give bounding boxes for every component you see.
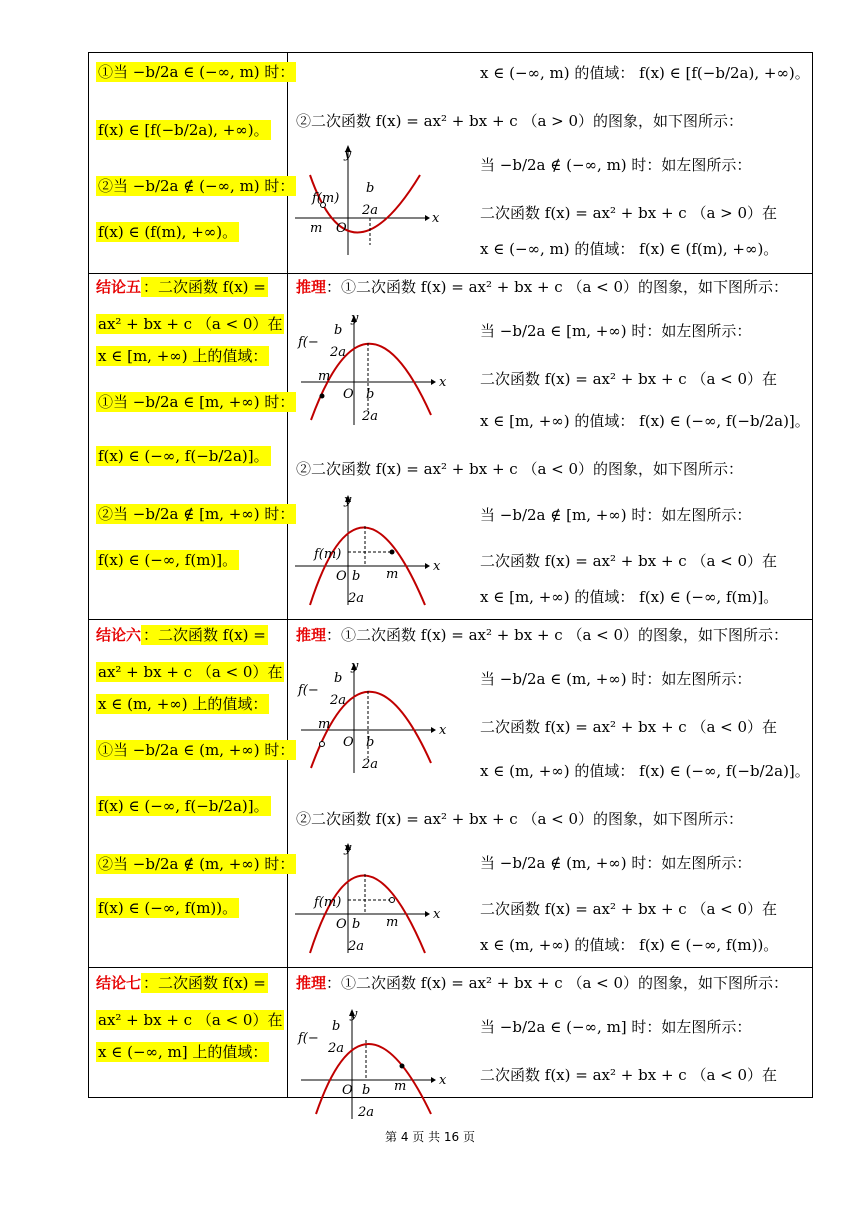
cond-6-right-0: 推理：①二次函数 f(x) = ax² + bx + c （a < 0）的图象，如下图所示： xyxy=(296,626,789,644)
m-label: m xyxy=(318,717,331,732)
cond-7-right-0: 推理：①二次函数 f(x) = ax² + bx + c （a < 0）的图象，如下图所示： xyxy=(296,974,789,992)
origin-label: O xyxy=(336,569,347,584)
cond-5-left-0: ：二次函数 f(x) = xyxy=(143,278,266,296)
m-label: m xyxy=(386,567,399,582)
cond-6-reasoning: 推理 xyxy=(296,626,327,644)
two-a-label: 2a xyxy=(348,939,365,954)
cond-4-right-fn: 二次函数 f(x) = ax² + bx + c （a > 0）在 xyxy=(480,204,778,222)
cond-6-left-0: ：二次函数 f(x) = xyxy=(143,626,266,644)
b-label: b xyxy=(366,387,375,402)
cond-7-title: 结论七 xyxy=(96,974,142,992)
cond-4-case1-left: ①当 −b/2a ∈ (−∞, m) 时： xyxy=(98,63,295,81)
cond-7-right-2: 二次函数 f(x) = ax² + bx + c （a < 0）在 xyxy=(480,1066,778,1084)
x-axis-arrow xyxy=(431,379,436,385)
cond-4-result1-left: f(x) ∈ [f(−b/2a), +∞)。 xyxy=(98,121,269,139)
cond-5-right-6: 二次函数 f(x) = ax² + bx + c （a < 0）在 xyxy=(480,552,778,570)
x-label: x xyxy=(439,1073,447,1088)
x-axis-arrow xyxy=(431,727,436,733)
cond-6-left-3: ①当 −b/2a ∈ (m, +∞) 时： xyxy=(98,741,295,759)
origin-label: O xyxy=(342,1083,353,1098)
point-m xyxy=(400,1064,405,1069)
cond-5-left-2: x ∈ [m, +∞) 上的值域： xyxy=(98,347,268,365)
cond-5-left-1: ax² + bx + c （a < 0）在 xyxy=(98,315,283,333)
graph-6a xyxy=(296,658,466,778)
cond-6-title: 结论六 xyxy=(96,626,142,644)
cond-6-right-5: 当 −b/2a ∉ (m, +∞) 时：如左图所示： xyxy=(480,854,752,872)
f-vertex-label: f(− xyxy=(298,683,319,698)
cond-6-left-1: ax² + bx + c （a < 0）在 xyxy=(98,663,283,681)
two-a-label-top: 2a xyxy=(328,1041,345,1056)
column-divider xyxy=(287,53,288,1097)
f-vertex-label: f(− xyxy=(298,1031,319,1046)
x-axis-arrow xyxy=(425,911,430,917)
y-label: y xyxy=(344,147,352,162)
m-label: m xyxy=(394,1079,407,1094)
point-m xyxy=(320,394,325,399)
cond-5-right-7: x ∈ [m, +∞) 的值域： f(x) ∈ (−∞, f(m)]。 xyxy=(480,588,779,606)
cond-4-right-range1: x ∈ (−∞, m) 的值域： f(x) ∈ [f(−b/2a), +∞)。 xyxy=(480,64,810,82)
two-a-label-top: 2a xyxy=(330,345,347,360)
m-label: m xyxy=(386,915,399,930)
graph-7a xyxy=(296,1004,466,1124)
cond-4-right-case2-intro: ②二次函数 f(x) = ax² + bx + c （a > 0）的图象，如下图所示： xyxy=(296,112,744,130)
x-label: x xyxy=(433,907,441,922)
y-label: y xyxy=(350,1007,358,1022)
f-vertex-label: f(− xyxy=(298,335,319,350)
b-label-top: b xyxy=(334,323,343,338)
x-label: x xyxy=(439,375,447,390)
graph-5a xyxy=(296,310,466,430)
f-m-label: f(m) xyxy=(314,547,342,562)
cond-5-right-5: 当 −b/2a ∉ [m, +∞) 时：如左图所示： xyxy=(480,506,752,524)
m-label: m xyxy=(310,221,323,236)
cond-7-left-2: x ∈ (−∞, m] 上的值域： xyxy=(98,1043,268,1061)
two-a-label: 2a xyxy=(362,757,379,772)
two-a-label: 2a xyxy=(348,591,365,606)
two-a-label: 2a xyxy=(362,409,379,424)
cond-6-left-4: f(x) ∈ (−∞, f(−b/2a)]。 xyxy=(98,797,269,815)
y-label: y xyxy=(344,493,352,508)
b-label: b xyxy=(366,181,375,196)
x-label: x xyxy=(439,723,447,738)
y-label: y xyxy=(344,841,352,856)
cond-5-title: 结论五 xyxy=(96,278,142,296)
cond-4-result2-left: f(x) ∈ (f(m), +∞)。 xyxy=(98,223,238,241)
cond-7-reasoning: 推理 xyxy=(296,974,327,992)
origin-label: O xyxy=(343,387,354,402)
x-axis-arrow xyxy=(425,215,430,221)
cond-5-reasoning: 推理 xyxy=(296,278,327,296)
y-label: y xyxy=(351,659,359,674)
cond-6-right-6: 二次函数 f(x) = ax² + bx + c （a < 0）在 xyxy=(480,900,778,918)
cond-6-right-3: x ∈ (m, +∞) 的值域： f(x) ∈ (−∞, f(−b/2a)]。 xyxy=(480,762,810,780)
cond-5-left-3: ①当 −b/2a ∈ [m, +∞) 时： xyxy=(98,393,295,411)
cond-6-right-4: ②二次函数 f(x) = ax² + bx + c （a < 0）的图象，如下图所示： xyxy=(296,810,744,828)
x-axis-arrow xyxy=(425,563,430,569)
cond-6-right-7: x ∈ (m, +∞) 的值域： f(x) ∈ (−∞, f(m))。 xyxy=(480,936,779,954)
cond-7-left-1: ax² + bx + c （a < 0）在 xyxy=(98,1011,283,1029)
cond-6-right-2: 二次函数 f(x) = ax² + bx + c （a < 0）在 xyxy=(480,718,778,736)
graph-5b xyxy=(290,490,460,610)
x-axis-arrow xyxy=(431,1077,436,1083)
cond-5-left-4: f(x) ∈ (−∞, f(−b/2a)]。 xyxy=(98,447,269,465)
two-a-label: 2a xyxy=(362,203,379,218)
point-m xyxy=(390,898,395,903)
cond-6-left-5: ②当 −b/2a ∉ (m, +∞) 时： xyxy=(98,855,295,873)
f-m-label: f(m) xyxy=(314,895,342,910)
row-divider xyxy=(89,967,812,968)
cond-4-right-range2: x ∈ (−∞, m) 的值域： f(x) ∈ (f(m), +∞)。 xyxy=(480,240,779,258)
page-footer: 第 4 页 共 16 页 xyxy=(385,1130,475,1144)
origin-label: O xyxy=(343,735,354,750)
row-divider xyxy=(89,273,812,274)
point-m xyxy=(320,742,325,747)
origin-label: O xyxy=(336,917,347,932)
cond-7-left-0: ：二次函数 f(x) = xyxy=(143,974,266,992)
graph-4b xyxy=(290,140,470,260)
b-label-top: b xyxy=(334,671,343,686)
b-label: b xyxy=(352,917,361,932)
cond-5-right-3: x ∈ [m, +∞) 的值域： f(x) ∈ (−∞, f(−b/2a)]。 xyxy=(480,412,810,430)
cond-5-right-0: 推理：①二次函数 f(x) = ax² + bx + c （a < 0）的图象，如下图所示： xyxy=(296,278,789,296)
two-a-label-top: 2a xyxy=(330,693,347,708)
cond-7-title-line xyxy=(96,974,268,992)
cond-5-left-6: f(x) ∈ (−∞, f(m)]。 xyxy=(98,551,238,569)
cond-5-right-4: ②二次函数 f(x) = ax² + bx + c （a < 0）的图象，如下图所示： xyxy=(296,460,744,478)
m-label: m xyxy=(318,369,331,384)
cond-5-right-2: 二次函数 f(x) = ax² + bx + c （a < 0）在 xyxy=(480,370,778,388)
cond-7-right-1: 当 −b/2a ∈ (−∞, m] 时：如左图所示： xyxy=(480,1018,752,1036)
x-label: x xyxy=(433,559,441,574)
two-a-label: 2a xyxy=(358,1105,375,1120)
y-label: y xyxy=(351,311,359,326)
b-label: b xyxy=(366,735,375,750)
cond-6-right-1: 当 −b/2a ∈ (m, +∞) 时：如左图所示： xyxy=(480,670,752,688)
cond-5-left-5: ②当 −b/2a ∉ [m, +∞) 时： xyxy=(98,505,295,523)
origin-label: O xyxy=(336,221,347,236)
row-divider xyxy=(89,619,812,620)
b-label: b xyxy=(352,569,361,584)
cond-6-title-line xyxy=(96,626,268,644)
cond-5-title-line xyxy=(96,278,268,296)
cond-5-right-1: 当 −b/2a ∈ [m, +∞) 时：如左图所示： xyxy=(480,322,752,340)
x-label: x xyxy=(432,211,440,226)
cond-6-left-2: x ∈ (m, +∞) 上的值域： xyxy=(98,695,268,713)
f-m-label: f(m) xyxy=(312,191,340,206)
b-label-top: b xyxy=(332,1019,341,1034)
b-label: b xyxy=(362,1083,371,1098)
graph-6b xyxy=(290,838,460,958)
cond-6-left-6: f(x) ∈ (−∞, f(m))。 xyxy=(98,899,238,917)
cond-4-case2-left: ②当 −b/2a ∉ (−∞, m) 时： xyxy=(98,177,295,195)
point-m xyxy=(390,550,395,555)
cond-4-right-when: 当 −b/2a ∉ (−∞, m) 时：如左图所示： xyxy=(480,156,752,174)
